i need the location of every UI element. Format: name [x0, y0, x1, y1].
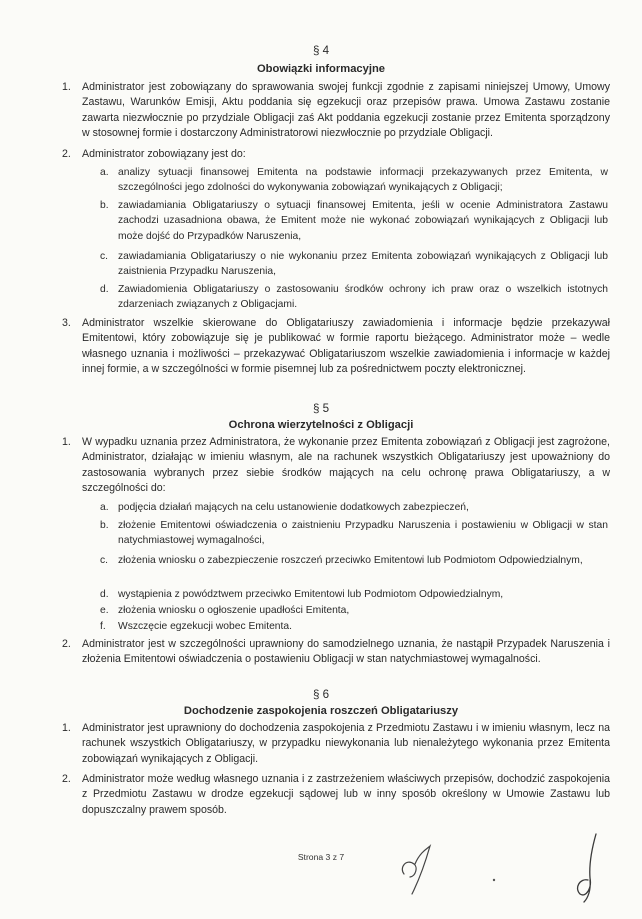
item-number: 2. [62, 638, 71, 650]
section-6-heading: § 6 [312, 688, 330, 701]
sub-item-letter: b. [100, 200, 109, 211]
section-6-title: Dochodzenie zaspokojenia roszczeń Obligatariuszy [183, 705, 459, 717]
handwritten-initials-2 [560, 830, 610, 905]
item-number: 2. [62, 148, 71, 160]
sub-item-letter: c. [100, 555, 109, 566]
sub-item-letter: d. [100, 284, 109, 295]
s5-item-a: podjęcia działań mających na celu ustanowienie dodatkowych zabezpieczeń, [118, 502, 469, 513]
sub-item-letter: a. [100, 502, 109, 513]
section-4-title: Obowiązki informacyjne [256, 63, 386, 75]
s6-paragraph-1: Administrator jest uprawniony do dochodzenia zaspokojenia z Przedmiotu Zastawu i w imieniu własnym, lecz na rachunek wszystkich Obligatariuszy, w przypadku niewykonania lub nienależytego wykonania przez Emitenta zobowiązań wynikających z Obligacji. [82, 722, 610, 765]
s5-item-d: wystąpienia z powództwem przeciwko Emitentowi lub Podmiotom Odpowiedzialnym, [118, 589, 504, 600]
item-number: 1. [62, 81, 71, 93]
sub-item-letter: e. [100, 605, 109, 616]
section-5-heading: § 5 [312, 402, 330, 415]
s5-item-f: Wszczęcie egzekucji wobec Emitenta. [118, 621, 292, 632]
sub-item-letter: f. [100, 621, 106, 632]
s6-paragraph-2: Administrator może według własnego uznania i z zastrzeżeniem właściwych przepisów, dochodzić zaspokojenia z Przedmiotu Zastawu w drodze egzekucji sądowej lub w inny sposób określony w Umowie Zastawu lub dopuszczalny prawem sposób. [82, 773, 610, 816]
s4-paragraph-1: Administrator jest zobowiązany do sprawowania swojej funkcji zgodnie z zapisami niniejszej Umowy, Umowy Zastawu, Warunków Emisji, Aktu poddania się egzekucji oraz przepisów prawa. Umowa Zastawu zostanie zawarta niezwłocznie po przydziale Obligacji zaś Akt poddania egzekucji zostanie przez Emitenta sporządzony w stosownej formie i dostarczony Administratorowi niezwłocznie po przydziale Obligacji. [82, 81, 610, 140]
sub-item-letter: b. [100, 520, 109, 531]
s4-item-a: analizy sytuacji finansowej Emitenta na podstawie informacji przekazywanych przez Emitenta, w szczególności jego zdolności do wykonywania zobowiązań wynikających z Obligacji; [118, 167, 608, 194]
page-number: Strona 3 z 7 [297, 852, 345, 862]
handwritten-initials-1 [390, 840, 440, 900]
s5-paragraph-2: Administrator jest w szczególności uprawniony do samodzielnego uznania, że nastąpił Przypadek Naruszenia i złożenia Emitentowi oświadczenia o postawieniu Obligacji w stan natychmiastowej wymagalności. [82, 638, 610, 666]
ink-dot [490, 876, 498, 884]
s4-item-c: zawiadamiania Obligatariuszy o nie wykonaniu przez Emitenta zobowiązań wynikających z Obligacji lub zaistnienia Przypadku Naruszenia, [118, 251, 608, 278]
s5-item-e: złożenia wniosku o ogłoszenie upadłości Emitenta, [118, 605, 350, 616]
s4-paragraph-2: Administrator zobowiązany jest do: [82, 148, 246, 160]
section-5-title: Ochrona wierzytelności z Obligacji [228, 419, 414, 431]
s4-paragraph-3: Administrator wszelkie skierowane do Obligatariuszy zawiadomienia i informacje będzie przekazywał Emitentowi, który zobowiązuje się je publikować w formie raportu bieżącego. Administrator może – wedle własnego uznania i możliwości – przekazywać Obligatariuszom wszelkie zawiadomienia i informacje w każdej innej formie, a w szczególności w formie pisemnej lub za pośrednictwem poczty elektronicznej. [82, 317, 610, 376]
sub-item-letter: c. [100, 251, 109, 262]
item-number: 1. [62, 436, 71, 448]
s5-paragraph-1: W wypadku uznania przez Administratora, że wykonanie przez Emitenta zobowiązań z Obligacji jest zagrożone, Administrator, działając w imieniu własnym, ale na rachunek wszystkich Obligatariuszy jest upoważniony do zastosowania wybranych przez siebie środków mających na celu ochronę prawa Obligatariuszy, a w szczególności do: [82, 436, 610, 495]
sub-item-letter: d. [100, 589, 109, 600]
sub-item-letter: a. [100, 167, 109, 178]
s5-item-b: złożenie Emitentowi oświadczenia o zaistnieniu Przypadku Naruszenia i postawieniu w Obligacji w stan natychmiastowej wymagalności, [118, 520, 608, 547]
s5-item-c: złożenia wniosku o zabezpieczenie roszczeń przeciwko Emitentowi lub Podmiotom Odpowiedzialnym, [118, 555, 583, 566]
s4-item-d: Zawiadomienia Obligatariuszy o zastosowaniu środków ochrony ich praw oraz o wszelkich istotnych zdarzeniach związanych z Obligacjami. [118, 284, 608, 311]
section-4-heading: § 4 [312, 44, 330, 57]
item-number: 2. [62, 773, 71, 785]
item-number: 1. [62, 722, 71, 734]
s4-item-b: zawiadamiania Obligatariuszy o sytuacji finansowej Emitenta, jeśli w ocenie Administratora Zastawu zachodzi uzasadniona obawa, że Emitent może nie wykonać zobowiązań wynikających z Obligacji lub może dojść do Przypadków Naruszenia, [118, 200, 608, 242]
item-number: 3. [62, 317, 71, 329]
